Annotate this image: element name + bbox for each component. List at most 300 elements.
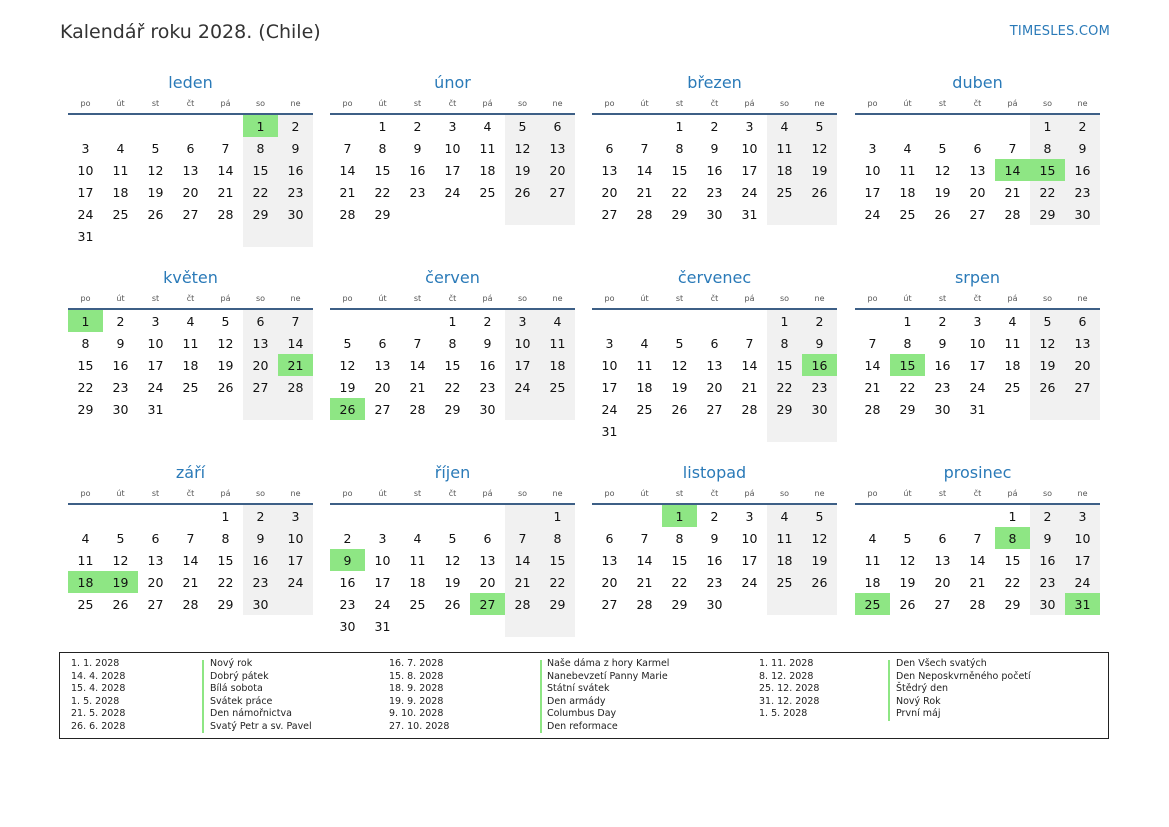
calendar-day[interactable]: 1: [675, 118, 684, 134]
calendar-day[interactable]: 14: [864, 357, 881, 373]
calendar-day[interactable]: 7: [343, 140, 352, 156]
calendar-day[interactable]: 21: [741, 379, 758, 395]
calendar-day[interactable]: 12: [217, 335, 234, 351]
calendar-day[interactable]: 7: [868, 335, 877, 351]
calendar-day[interactable]: 11: [112, 162, 129, 178]
calendar-day[interactable]: 8: [675, 530, 684, 546]
calendar-day[interactable]: 6: [378, 335, 387, 351]
calendar-day[interactable]: 23: [409, 184, 426, 200]
calendar-day[interactable]: 10: [147, 335, 164, 351]
calendar-day[interactable]: 4: [640, 335, 649, 351]
calendar-day[interactable]: 20: [147, 574, 164, 590]
calendar-day[interactable]: 27: [601, 596, 618, 612]
calendar-day[interactable]: 22: [767, 376, 802, 398]
calendar-day[interactable]: 20: [969, 184, 986, 200]
calendar-day[interactable]: 20: [934, 574, 951, 590]
calendar-day[interactable]: 15: [243, 159, 278, 181]
calendar-day[interactable]: 27: [706, 401, 723, 417]
calendar-day[interactable]: 16: [706, 552, 723, 568]
calendar-day[interactable]: 6: [605, 530, 614, 546]
calendar-day[interactable]: 8: [81, 335, 90, 351]
calendar-day[interactable]: 8: [540, 527, 575, 549]
calendar-day[interactable]: 28: [217, 206, 234, 222]
calendar-day[interactable]: 30: [1030, 593, 1065, 615]
calendar-day[interactable]: 7: [1008, 140, 1017, 156]
calendar-day[interactable]: 18: [864, 574, 881, 590]
calendar-day[interactable]: 11: [1004, 335, 1021, 351]
calendar-day[interactable]: 12: [505, 137, 540, 159]
calendar-day[interactable]: 14: [217, 162, 234, 178]
calendar-day[interactable]: 29: [77, 401, 94, 417]
calendar-day[interactable]: 8: [903, 335, 912, 351]
calendar-day[interactable]: 27: [540, 181, 575, 203]
calendar-day[interactable]: 2: [1030, 505, 1065, 527]
calendar-day[interactable]: 3: [505, 310, 540, 332]
calendar-day[interactable]: 12: [802, 527, 837, 549]
calendar-day[interactable]: 26: [217, 379, 234, 395]
calendar-day[interactable]: 12: [899, 552, 916, 568]
calendar-day[interactable]: 16: [243, 549, 278, 571]
calendar-day[interactable]: 6: [243, 310, 278, 332]
holiday-day[interactable]: 19: [103, 571, 138, 593]
calendar-day[interactable]: 26: [112, 596, 129, 612]
calendar-day[interactable]: 3: [745, 508, 754, 524]
calendar-day[interactable]: 7: [278, 310, 313, 332]
calendar-day[interactable]: 25: [112, 206, 129, 222]
calendar-day[interactable]: 16: [934, 357, 951, 373]
calendar-day[interactable]: 19: [217, 357, 234, 373]
calendar-day[interactable]: 12: [1030, 332, 1065, 354]
calendar-day[interactable]: 11: [479, 140, 496, 156]
calendar-day[interactable]: 15: [671, 162, 688, 178]
calendar-day[interactable]: 9: [710, 140, 719, 156]
calendar-day[interactable]: 24: [741, 184, 758, 200]
calendar-day[interactable]: 15: [540, 549, 575, 571]
calendar-day[interactable]: 18: [182, 357, 199, 373]
calendar-day[interactable]: 24: [77, 206, 94, 222]
calendar-day[interactable]: 10: [505, 332, 540, 354]
calendar-day[interactable]: 2: [710, 508, 719, 524]
calendar-day[interactable]: 2: [116, 313, 125, 329]
calendar-day[interactable]: 28: [505, 593, 540, 615]
holiday-day[interactable]: 8: [995, 527, 1030, 549]
calendar-day[interactable]: 4: [540, 310, 575, 332]
calendar-day[interactable]: 17: [278, 549, 313, 571]
holiday-day[interactable]: 18: [68, 571, 103, 593]
calendar-day[interactable]: 9: [710, 530, 719, 546]
calendar-day[interactable]: 16: [1030, 549, 1065, 571]
calendar-day[interactable]: 25: [767, 181, 802, 203]
calendar-day[interactable]: 8: [378, 140, 387, 156]
calendar-day[interactable]: 2: [1065, 115, 1100, 137]
calendar-day[interactable]: 24: [864, 206, 881, 222]
calendar-day[interactable]: 11: [767, 137, 802, 159]
calendar-day[interactable]: 3: [448, 118, 457, 134]
calendar-day[interactable]: 30: [278, 203, 313, 225]
calendar-day[interactable]: 20: [540, 159, 575, 181]
calendar-day[interactable]: 25: [182, 379, 199, 395]
calendar-day[interactable]: 4: [1008, 313, 1017, 329]
calendar-day[interactable]: 8: [767, 332, 802, 354]
calendar-day[interactable]: 12: [444, 552, 461, 568]
calendar-day[interactable]: 1: [378, 118, 387, 134]
calendar-day[interactable]: 6: [710, 335, 719, 351]
calendar-day[interactable]: 1: [1008, 508, 1017, 524]
calendar-day[interactable]: 4: [116, 140, 125, 156]
calendar-day[interactable]: 13: [969, 162, 986, 178]
calendar-day[interactable]: 11: [767, 527, 802, 549]
calendar-day[interactable]: 17: [864, 184, 881, 200]
calendar-day[interactable]: 21: [636, 184, 653, 200]
calendar-day[interactable]: 27: [243, 376, 278, 398]
calendar-day[interactable]: 20: [601, 184, 618, 200]
calendar-day[interactable]: 18: [767, 159, 802, 181]
holiday-day[interactable]: 1: [68, 310, 103, 332]
calendar-day[interactable]: 1: [540, 505, 575, 527]
calendar-day[interactable]: 26: [147, 206, 164, 222]
calendar-day[interactable]: 14: [278, 332, 313, 354]
calendar-day[interactable]: 30: [706, 596, 723, 612]
calendar-day[interactable]: 10: [601, 357, 618, 373]
calendar-day[interactable]: 24: [741, 574, 758, 590]
calendar-day[interactable]: 11: [899, 162, 916, 178]
calendar-day[interactable]: 22: [1004, 574, 1021, 590]
calendar-day[interactable]: 22: [77, 379, 94, 395]
calendar-day[interactable]: 14: [339, 162, 356, 178]
calendar-day[interactable]: 28: [409, 401, 426, 417]
calendar-day[interactable]: 15: [444, 357, 461, 373]
calendar-day[interactable]: 17: [601, 379, 618, 395]
calendar-day[interactable]: 21: [339, 184, 356, 200]
calendar-day[interactable]: 5: [903, 530, 912, 546]
calendar-day[interactable]: 14: [636, 552, 653, 568]
calendar-day[interactable]: 30: [802, 398, 837, 420]
calendar-day[interactable]: 22: [243, 181, 278, 203]
calendar-day[interactable]: 23: [1030, 571, 1065, 593]
calendar-day[interactable]: 29: [767, 398, 802, 420]
calendar-day[interactable]: 15: [77, 357, 94, 373]
calendar-day[interactable]: 5: [802, 115, 837, 137]
calendar-day[interactable]: 13: [147, 552, 164, 568]
holiday-day[interactable]: 26: [330, 398, 365, 420]
calendar-day[interactable]: 13: [479, 552, 496, 568]
calendar-day[interactable]: 18: [409, 574, 426, 590]
calendar-day[interactable]: 22: [540, 571, 575, 593]
calendar-day[interactable]: 28: [182, 596, 199, 612]
calendar-day[interactable]: 24: [505, 376, 540, 398]
holiday-day[interactable]: 16: [802, 354, 837, 376]
calendar-day[interactable]: 6: [151, 530, 160, 546]
calendar-day[interactable]: 31: [601, 423, 618, 439]
calendar-day[interactable]: 25: [409, 596, 426, 612]
calendar-day[interactable]: 3: [745, 118, 754, 134]
calendar-day[interactable]: 11: [182, 335, 199, 351]
calendar-day[interactable]: 25: [479, 184, 496, 200]
calendar-day[interactable]: 7: [413, 335, 422, 351]
calendar-day[interactable]: 18: [899, 184, 916, 200]
calendar-day[interactable]: 21: [409, 379, 426, 395]
calendar-day[interactable]: 17: [969, 357, 986, 373]
calendar-day[interactable]: 22: [217, 574, 234, 590]
calendar-day[interactable]: 2: [343, 530, 352, 546]
calendar-day[interactable]: 22: [899, 379, 916, 395]
calendar-day[interactable]: 21: [969, 574, 986, 590]
calendar-day[interactable]: 30: [934, 401, 951, 417]
calendar-day[interactable]: 26: [444, 596, 461, 612]
calendar-day[interactable]: 3: [605, 335, 614, 351]
calendar-day[interactable]: 17: [505, 354, 540, 376]
calendar-day[interactable]: 9: [938, 335, 947, 351]
calendar-day[interactable]: 17: [741, 552, 758, 568]
calendar-day[interactable]: 12: [147, 162, 164, 178]
calendar-day[interactable]: 13: [601, 552, 618, 568]
calendar-day[interactable]: 8: [1030, 137, 1065, 159]
calendar-day[interactable]: 7: [221, 140, 230, 156]
calendar-day[interactable]: 15: [1004, 552, 1021, 568]
calendar-day[interactable]: 25: [1004, 379, 1021, 395]
holiday-day[interactable]: 27: [470, 593, 505, 615]
calendar-day[interactable]: 24: [969, 379, 986, 395]
site-link[interactable]: TIMESLES.COM: [1009, 24, 1110, 39]
calendar-day[interactable]: 18: [767, 549, 802, 571]
calendar-day[interactable]: 5: [802, 505, 837, 527]
calendar-day[interactable]: 20: [601, 574, 618, 590]
calendar-day[interactable]: 9: [413, 140, 422, 156]
calendar-day[interactable]: 22: [444, 379, 461, 395]
calendar-day[interactable]: 6: [938, 530, 947, 546]
calendar-day[interactable]: 18: [540, 354, 575, 376]
holiday-day[interactable]: 15: [890, 354, 925, 376]
calendar-day[interactable]: 10: [444, 140, 461, 156]
calendar-day[interactable]: 18: [636, 379, 653, 395]
calendar-day[interactable]: 1: [903, 313, 912, 329]
calendar-day[interactable]: 20: [243, 354, 278, 376]
calendar-day[interactable]: 26: [802, 181, 837, 203]
calendar-day[interactable]: 31: [147, 401, 164, 417]
calendar-day[interactable]: 13: [243, 332, 278, 354]
calendar-day[interactable]: 19: [147, 184, 164, 200]
calendar-day[interactable]: 5: [151, 140, 160, 156]
calendar-day[interactable]: 21: [505, 571, 540, 593]
calendar-day[interactable]: 30: [479, 401, 496, 417]
calendar-day[interactable]: 19: [1030, 354, 1065, 376]
holiday-day[interactable]: 25: [855, 593, 890, 615]
calendar-day[interactable]: 29: [1030, 203, 1065, 225]
calendar-day[interactable]: 18: [479, 162, 496, 178]
calendar-day[interactable]: 14: [741, 357, 758, 373]
calendar-day[interactable]: 20: [479, 574, 496, 590]
calendar-day[interactable]: 6: [483, 530, 492, 546]
calendar-day[interactable]: 25: [77, 596, 94, 612]
calendar-day[interactable]: 23: [1065, 181, 1100, 203]
calendar-day[interactable]: 19: [899, 574, 916, 590]
calendar-day[interactable]: 26: [802, 571, 837, 593]
calendar-day[interactable]: 29: [671, 206, 688, 222]
calendar-day[interactable]: 30: [243, 593, 278, 615]
calendar-day[interactable]: 10: [374, 552, 391, 568]
calendar-day[interactable]: 4: [413, 530, 422, 546]
calendar-day[interactable]: 16: [409, 162, 426, 178]
calendar-day[interactable]: 10: [278, 527, 313, 549]
calendar-day[interactable]: 12: [112, 552, 129, 568]
calendar-day[interactable]: 5: [448, 530, 457, 546]
calendar-day[interactable]: 24: [147, 379, 164, 395]
holiday-day[interactable]: 14: [995, 159, 1030, 181]
calendar-day[interactable]: 2: [483, 313, 492, 329]
calendar-day[interactable]: 13: [601, 162, 618, 178]
calendar-day[interactable]: 31: [77, 228, 94, 244]
calendar-day[interactable]: 16: [1065, 159, 1100, 181]
calendar-day[interactable]: 10: [741, 140, 758, 156]
calendar-day[interactable]: 5: [221, 313, 230, 329]
calendar-day[interactable]: 4: [767, 505, 802, 527]
calendar-day[interactable]: 17: [741, 162, 758, 178]
calendar-day[interactable]: 13: [934, 552, 951, 568]
calendar-day[interactable]: 16: [706, 162, 723, 178]
calendar-day[interactable]: 31: [374, 618, 391, 634]
calendar-day[interactable]: 2: [278, 115, 313, 137]
calendar-day[interactable]: 23: [479, 379, 496, 395]
calendar-day[interactable]: 17: [77, 184, 94, 200]
calendar-day[interactable]: 17: [444, 162, 461, 178]
calendar-day[interactable]: 19: [671, 379, 688, 395]
calendar-day[interactable]: 11: [77, 552, 94, 568]
calendar-day[interactable]: 27: [374, 401, 391, 417]
calendar-day[interactable]: 5: [343, 335, 352, 351]
calendar-day[interactable]: 19: [802, 549, 837, 571]
calendar-day[interactable]: 12: [802, 137, 837, 159]
calendar-day[interactable]: 8: [221, 530, 230, 546]
calendar-day[interactable]: 20: [706, 379, 723, 395]
calendar-day[interactable]: 9: [802, 332, 837, 354]
calendar-day[interactable]: 11: [409, 552, 426, 568]
calendar-day[interactable]: 3: [378, 530, 387, 546]
calendar-day[interactable]: 14: [636, 162, 653, 178]
calendar-day[interactable]: 8: [675, 140, 684, 156]
calendar-day[interactable]: 18: [112, 184, 129, 200]
calendar-day[interactable]: 27: [969, 206, 986, 222]
calendar-day[interactable]: 29: [444, 401, 461, 417]
calendar-day[interactable]: 9: [278, 137, 313, 159]
calendar-day[interactable]: 10: [864, 162, 881, 178]
calendar-day[interactable]: 14: [969, 552, 986, 568]
calendar-day[interactable]: 4: [767, 115, 802, 137]
calendar-day[interactable]: 1: [221, 508, 230, 524]
calendar-day[interactable]: 16: [112, 357, 129, 373]
holiday-day[interactable]: 9: [330, 549, 365, 571]
calendar-day[interactable]: 14: [409, 357, 426, 373]
calendar-day[interactable]: 22: [374, 184, 391, 200]
holiday-day[interactable]: 21: [278, 354, 313, 376]
calendar-day[interactable]: 20: [374, 379, 391, 395]
calendar-day[interactable]: 29: [671, 596, 688, 612]
calendar-day[interactable]: 2: [802, 310, 837, 332]
calendar-day[interactable]: 17: [374, 574, 391, 590]
calendar-day[interactable]: 8: [243, 137, 278, 159]
calendar-day[interactable]: 1: [448, 313, 457, 329]
calendar-day[interactable]: 29: [1004, 596, 1021, 612]
calendar-day[interactable]: 10: [77, 162, 94, 178]
calendar-day[interactable]: 3: [973, 313, 982, 329]
calendar-day[interactable]: 27: [147, 596, 164, 612]
calendar-day[interactable]: 6: [1065, 310, 1100, 332]
calendar-day[interactable]: 13: [182, 162, 199, 178]
calendar-day[interactable]: 28: [741, 401, 758, 417]
calendar-day[interactable]: 29: [540, 593, 575, 615]
calendar-day[interactable]: 15: [217, 552, 234, 568]
calendar-day[interactable]: 27: [601, 206, 618, 222]
calendar-day[interactable]: 5: [116, 530, 125, 546]
calendar-day[interactable]: 29: [217, 596, 234, 612]
calendar-day[interactable]: 21: [182, 574, 199, 590]
calendar-day[interactable]: 2: [710, 118, 719, 134]
calendar-day[interactable]: 26: [1030, 376, 1065, 398]
calendar-day[interactable]: 2: [243, 505, 278, 527]
calendar-day[interactable]: 23: [706, 574, 723, 590]
calendar-day[interactable]: 29: [374, 206, 391, 222]
calendar-day[interactable]: 12: [671, 357, 688, 373]
calendar-day[interactable]: 3: [868, 140, 877, 156]
calendar-day[interactable]: 19: [802, 159, 837, 181]
calendar-day[interactable]: 27: [1065, 376, 1100, 398]
calendar-day[interactable]: 6: [186, 140, 195, 156]
calendar-day[interactable]: 31: [969, 401, 986, 417]
calendar-day[interactable]: 24: [601, 401, 618, 417]
calendar-day[interactable]: 24: [278, 571, 313, 593]
calendar-day[interactable]: 14: [182, 552, 199, 568]
calendar-day[interactable]: 30: [706, 206, 723, 222]
calendar-day[interactable]: 20: [1065, 354, 1100, 376]
calendar-day[interactable]: 26: [934, 206, 951, 222]
calendar-day[interactable]: 30: [1065, 203, 1100, 225]
calendar-day[interactable]: 26: [505, 181, 540, 203]
calendar-day[interactable]: 5: [938, 140, 947, 156]
calendar-day[interactable]: 28: [969, 596, 986, 612]
calendar-day[interactable]: 4: [903, 140, 912, 156]
calendar-day[interactable]: 4: [483, 118, 492, 134]
calendar-day[interactable]: 5: [675, 335, 684, 351]
calendar-day[interactable]: 10: [969, 335, 986, 351]
calendar-day[interactable]: 21: [217, 184, 234, 200]
calendar-day[interactable]: 26: [899, 596, 916, 612]
calendar-day[interactable]: 12: [339, 357, 356, 373]
calendar-day[interactable]: 7: [640, 140, 649, 156]
calendar-day[interactable]: 29: [243, 203, 278, 225]
holiday-day[interactable]: 15: [1030, 159, 1065, 181]
calendar-day[interactable]: 12: [934, 162, 951, 178]
calendar-day[interactable]: 25: [636, 401, 653, 417]
calendar-day[interactable]: 2: [938, 313, 947, 329]
calendar-day[interactable]: 6: [973, 140, 982, 156]
calendar-day[interactable]: 8: [448, 335, 457, 351]
calendar-day[interactable]: 21: [636, 574, 653, 590]
calendar-day[interactable]: 22: [671, 574, 688, 590]
calendar-day[interactable]: 7: [640, 530, 649, 546]
calendar-day[interactable]: 16: [339, 574, 356, 590]
calendar-day[interactable]: 9: [1030, 527, 1065, 549]
calendar-day[interactable]: 25: [767, 571, 802, 593]
calendar-day[interactable]: 5: [505, 115, 540, 137]
calendar-day[interactable]: 23: [112, 379, 129, 395]
calendar-day[interactable]: 28: [636, 206, 653, 222]
calendar-day[interactable]: 1: [767, 310, 802, 332]
holiday-day[interactable]: 1: [662, 505, 697, 527]
calendar-day[interactable]: 19: [505, 159, 540, 181]
calendar-day[interactable]: 23: [802, 376, 837, 398]
calendar-day[interactable]: 13: [540, 137, 575, 159]
calendar-day[interactable]: 24: [444, 184, 461, 200]
calendar-day[interactable]: 13: [374, 357, 391, 373]
